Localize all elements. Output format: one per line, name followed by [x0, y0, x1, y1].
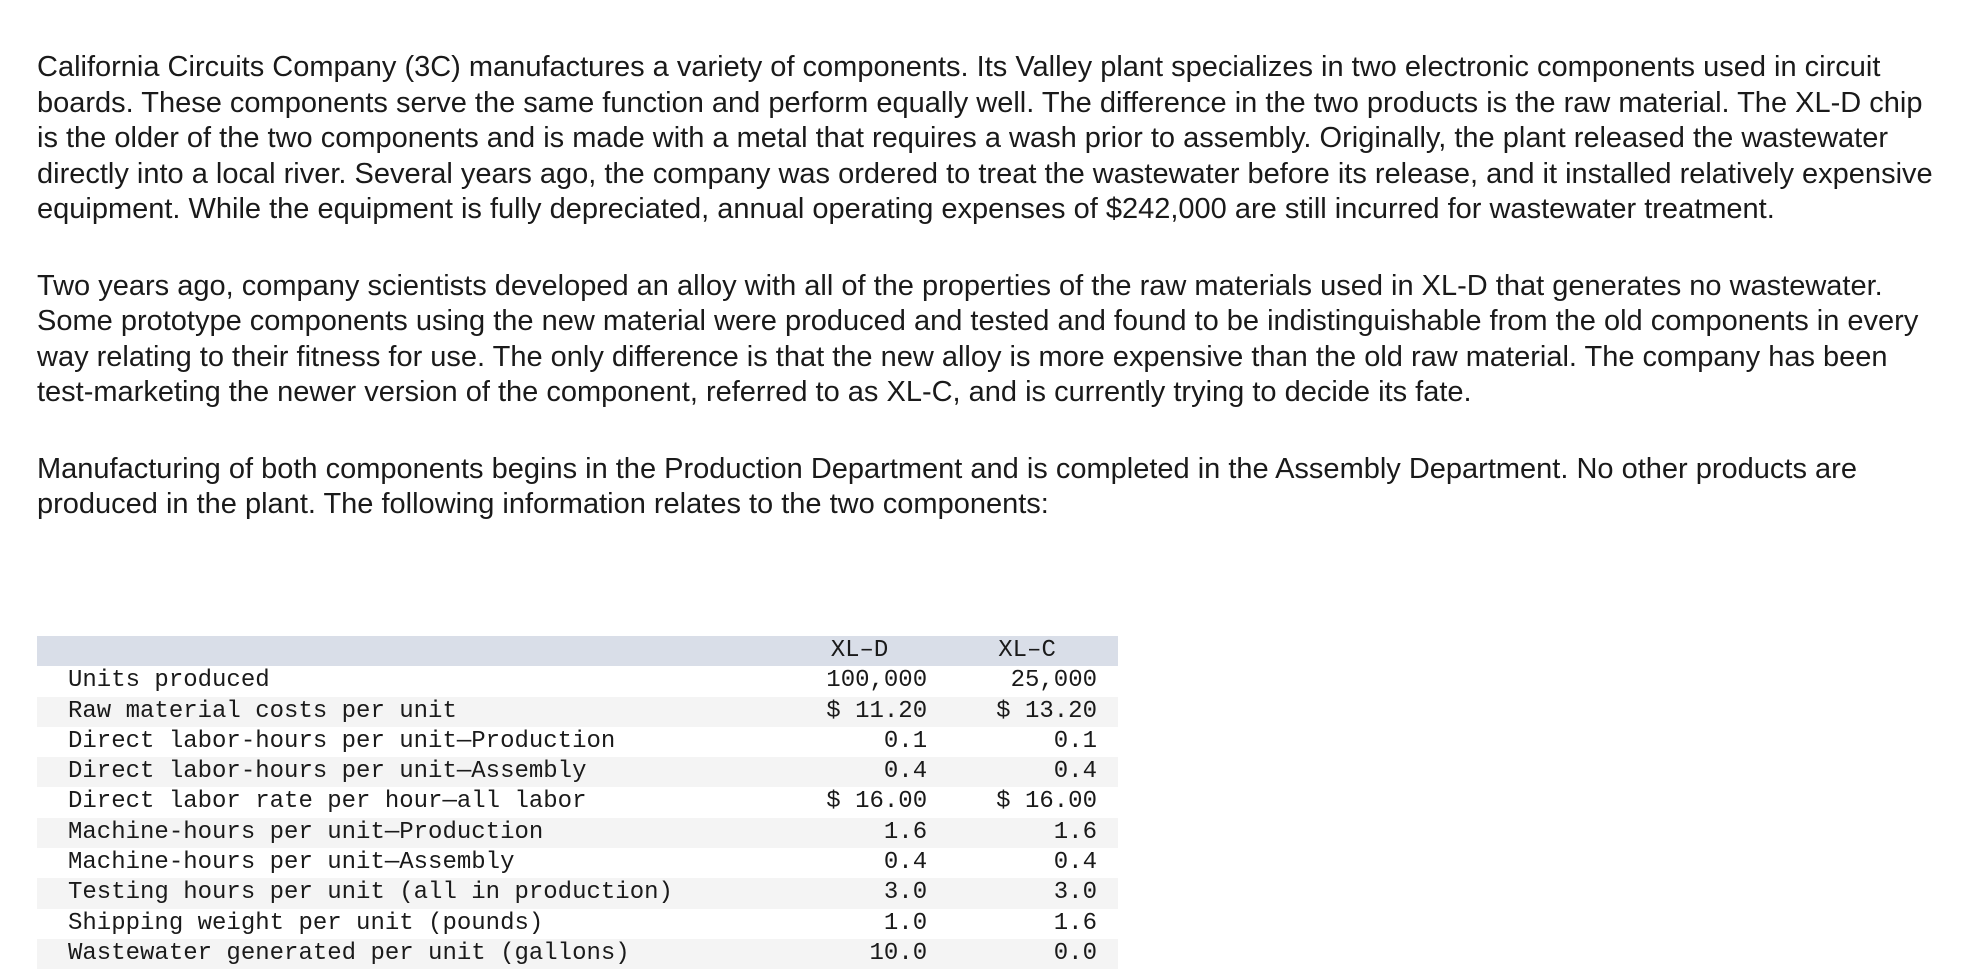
table-row: [37, 727, 1118, 757]
table-row: [37, 818, 1118, 848]
component-data-table: [37, 636, 1118, 969]
table-row: [37, 787, 1118, 817]
table-row: [37, 757, 1118, 787]
table-row: [37, 697, 1118, 727]
cell-xl-c: 3.0: [1053, 879, 1097, 907]
table-row: [37, 909, 1118, 939]
cell-xl-c: 0.4: [1053, 849, 1097, 877]
cell-xl-c: $ 13.20: [996, 697, 1097, 725]
row-label: Machine-hours per unit—Production: [68, 818, 544, 846]
table-row: [37, 666, 1118, 696]
row-label: Direct labor-hours per unit—Production: [68, 727, 616, 755]
cell-xl-d: 3.0: [883, 879, 928, 907]
row-label: Units produced: [68, 667, 270, 695]
table-row: [37, 939, 1118, 969]
row-label: Wastewater generated per unit (gallons): [68, 939, 630, 967]
component-data-table-wrapper: [37, 636, 1118, 969]
cell-xl-d: $ 16.00: [826, 788, 928, 816]
row-label: Direct labor-hours per unit—Assembly: [68, 758, 587, 786]
cell-xl-c: 1.6: [1053, 818, 1097, 846]
row-label: Shipping weight per unit (pounds): [68, 909, 544, 937]
problem-text: [37, 50, 1937, 523]
cell-xl-c: 1.6: [1053, 909, 1097, 937]
cell-xl-d: 10.0: [869, 939, 928, 967]
cell-xl-d: $ 11.20: [826, 697, 928, 725]
row-label: Raw material costs per unit: [68, 697, 457, 725]
row-label: Direct labor rate per hour—all labor: [68, 788, 587, 816]
cell-xl-d: 1.6: [883, 818, 928, 846]
cell-xl-c: 25,000: [1010, 667, 1097, 695]
cell-xl-d: 1.0: [883, 909, 928, 937]
cell-xl-c: 0.4: [1053, 758, 1097, 786]
cell-xl-c: 0.1: [1053, 727, 1097, 755]
cell-xl-c: 0.0: [1053, 939, 1097, 967]
row-label: Testing hours per unit (all in production): [68, 879, 673, 907]
table-header-row: [37, 636, 1118, 666]
cell-xl-d: 0.1: [883, 727, 928, 755]
row-label: Machine-hours per unit—Assembly: [68, 849, 515, 877]
header-xl-d: XL–D: [830, 637, 889, 664]
cell-xl-d: 0.4: [883, 758, 928, 786]
paragraph-alloy: Two years ago, company scientists developed an alloy with all of the properties of the raw materials used in XL-D that generates no wastewater. Some prototype components using the new material were produced and tested and found to be indistinguishable from the old components in every way relating to their fitness for use. The only difference is that the new alloy is more expensive than the old raw material. The company has been test-marketing the newer version of the component, referred to as XL-C, and is currently trying to decide its fate.: [37, 269, 1919, 408]
paragraph-intro: California Circuits Company (3C) manufactures a variety of components. Its Valley plant specializes in two electronic components used in circuit boards. These components serve the same function and perform equally well. The difference in the two products is the raw material. The XL-D chip is the older of the two components and is made with a metal that requires a wash prior to assembly. Originally, the plant released the wastewater directly into a local river. Several years ago, the company was ordered to treat the wastewater before its release, and it installed relatively expensive equipment. While the equipment is fully depreciated, annual operating expenses of $242,000 are still incurred for wastewater treatment.: [37, 51, 1933, 225]
paragraph-manufacturing: Manufacturing of both components begins in the Production Department and is completed in the Assembly Department. No other products are produced in the plant. The following information relates to the two components:: [37, 452, 1857, 520]
cell-xl-d: 0.4: [883, 849, 928, 877]
cell-xl-d: 100,000: [826, 667, 928, 695]
table-row: [37, 848, 1118, 878]
table-row: [37, 878, 1118, 908]
header-xl-c: XL–C: [998, 637, 1056, 664]
cell-xl-c: $ 16.00: [996, 788, 1097, 816]
header-label-column: [37, 636, 772, 666]
